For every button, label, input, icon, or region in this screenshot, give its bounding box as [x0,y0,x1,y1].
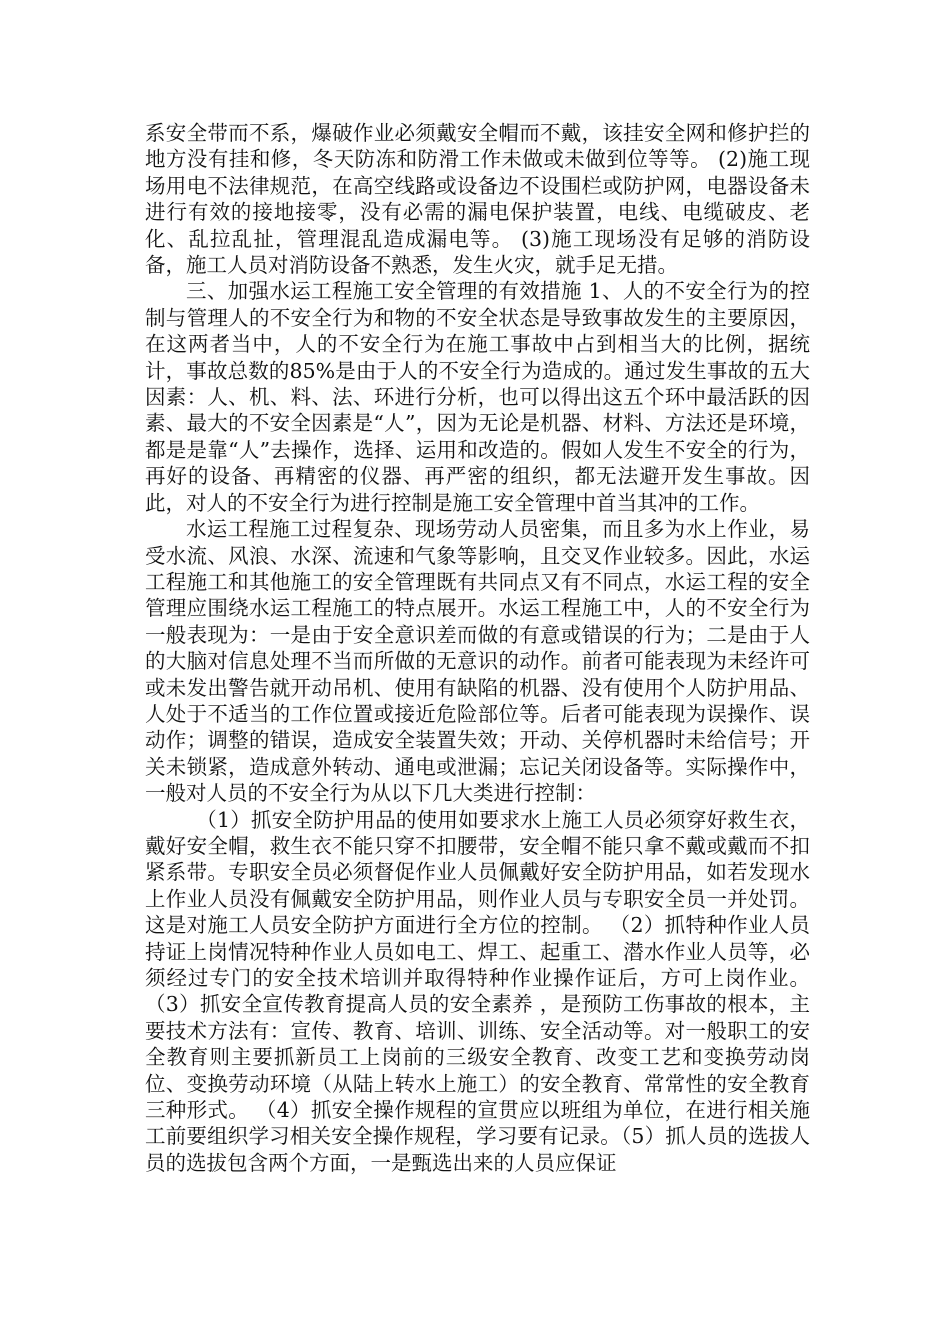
paragraph-water-transport: 水运工程施工过程复杂、现场劳动人员密集，而且多为水上作业，易受水流、风浪、水深、流速和气象等影响，且交叉作业较多。因此，水运工程施工和其他施工的安全管理既有共同点又有不同点，水运工程的安全管理应围绕水运工程施工的特点展开。水运工程施工中，人的不安全行为一般表现为：一是由于安全意识差而做的有意或错误的行为；二是由于人的大脑对信息处理不当而所做的无意识的动作。前者可能表现为未经许可或未发出警告就开动吊机、使用有缺陷的机器、没有使用个人防护用品、人处于不适当的工作位置或接近危险部位等。后者可能表现为误操作、误动作；调整的错误，造成安全装置失效；开动、关停机器时未给信号；开关未锁紧，造成意外转动、通电或泄漏；忘记关闭设备等。实际操作中，一般对人员的不安全行为从以下几大类进行控制： [145,517,810,806]
paragraph-control-measures: （1）抓安全防护用品的使用如要求水上施工人员必须穿好救生衣，戴好安全帽，救生衣不能只穿不扣腰带，安全帽不能只拿不戴或戴而不扣紧系带。专职安全员必须督促作业人员佩戴好安全防护用品，如若发现水上作业人员没有佩戴安全防护用品，则作业人员与专职安全员一并处罚。这是对施工人员安全防护方面进行全方位的控制。 （2）抓特种作业人员持证上岗情况特种作业人员如电工、焊工、起重工、潜水作业人员等，必须经过专门的安全技术培训并取得特种作业操作证后，方可上岗作业。 （3）抓安全宣传教育提高人员的安全素养 ，是预防工伤事故的根本，主要技术方法有：宣传、教育、培训、训练、安全活动等。对一般职工的安全教育则主要抓新员工上岗前的三级安全教育、改变工艺和变换劳动岗位、变换劳动环境（从陆上转水上施工）的安全教育、常常性的安全教育三种形式。 （4）抓安全操作规程的宣贯应以班组为单位，在进行相关施工前要组织学习相关安全操作规程，学习要有记录。（5）抓人员的选拔人员的选拔包含两个方面，一是甄选出来的人员应保证 [145,807,810,1175]
paragraph-hazards-continued: 系安全带而不系，爆破作业必须戴安全帽而不戴，该挂安全网和修护拦的地方没有挂和修，冬天防冻和防滑工作未做或未做到位等等。 (2)施工现场用电不法律规范，在高空线路或设备边不设围栏或防护网，电器设备未进行有效的接地接零，没有必需的漏电保护装置，电线、电缆破皮、老化、乱拉乱扯，管理混乱造成漏电等。 (3)施工现场没有足够的消防设备，施工人员对消防设备不熟悉，发生火灾，就手足无措。 [145,121,810,278]
paragraph-section-three: 三、加强水运工程施工安全管理的有效措施 1、人的不安全行为的控制与管理人的不安全行为和物的不安全状态是导致事故发生的主要原因，在这两者当中，人的不安全行为在施工事故中占到相当大的比例，据统计，事故总数的85%是由于人的不安全行为造成的。通过发生事故的五大因素：人、机、料、法、环进行分析，也可以得出这五个环中最活跃的因素、最大的不安全因素是“人”，因为无论是机器、材料、方法还是环境，都是是靠“人”去操作，选择、运用和改造的。假如人发生不安全的行为，再好的设备、再精密的仪器、再严密的组织，都无法避开发生事故。因此，对人的不安全行为进行控制是施工安全管理中首当其冲的工作。 [145,279,810,515]
document-page [145,120,810,1176]
